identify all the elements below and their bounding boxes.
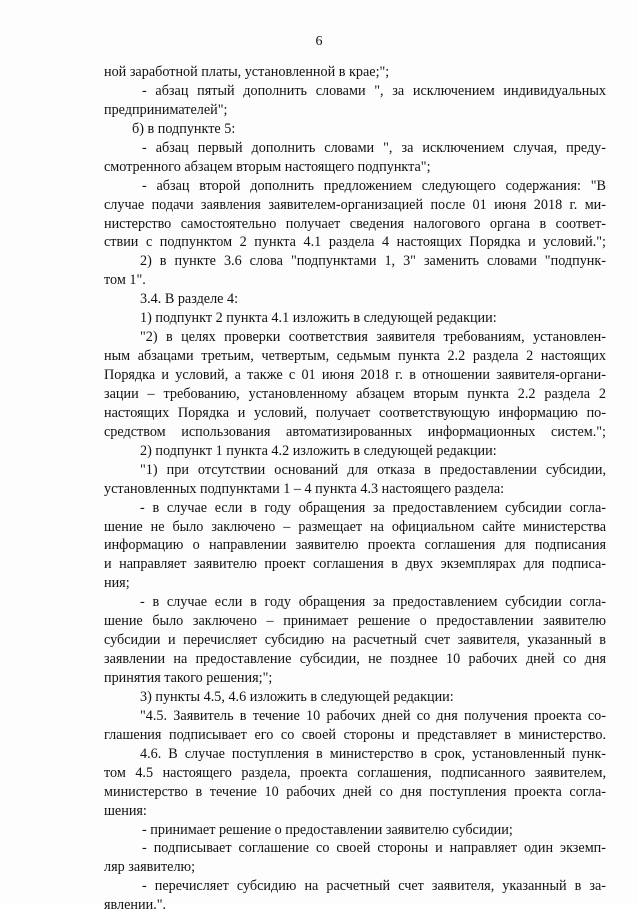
text-line: - абзац первый дополнить словами ", за исключением случая, преду- xyxy=(142,139,606,156)
text-line: - в случае если в году обращения за предоставлением субсидии согла- xyxy=(140,499,606,516)
text-line: ной заработной платы, установленной в крае;"; xyxy=(104,64,390,80)
text-line: 2) подпункт 1 пункта 4.2 изложить в следующей редакции: xyxy=(140,442,497,459)
text-line: зации – требованию, установленному абзацем вторым пункта 2.2 раздела 2 xyxy=(104,385,606,402)
text-line: шения: xyxy=(104,802,147,819)
text-line: информацию о направлении заявителю проекта соглашения для подписания xyxy=(104,537,606,554)
text-line: явлении.". xyxy=(104,897,167,914)
text-line: Порядка и условий, а также с 01 июня 2018 г. в отношении заявителя-органи- xyxy=(104,367,606,383)
text-line: ляр заявителю; xyxy=(104,859,196,876)
text-line: "2) в целях проверки соответствия заявителя требованиям, установлен- xyxy=(140,329,606,346)
text-line: средством использования автоматизированных информационных систем."; xyxy=(104,423,606,440)
text-line: - перечисляет субсидию на расчетный счет заявителя, указанный в за- xyxy=(142,878,606,895)
text-line: предпринимателей"; xyxy=(104,101,228,118)
text-line: смотренного абзацем вторым настоящего подпункта"; xyxy=(104,158,431,175)
text-line: нистерство самостоятельно получает сведения налогового органа в соответ- xyxy=(104,215,606,232)
text-line: министерство в течение 10 рабочих дней со дня поступления проекта согла- xyxy=(104,783,606,800)
text-line: субсидии и перечисляет субсидию на расчетный счет заявителя, указанный в xyxy=(104,632,606,649)
text-line: б) в подпункте 5: xyxy=(132,120,236,137)
text-line: 1) подпункт 2 пункта 4.1 изложить в следующей редакции: xyxy=(140,310,497,327)
text-line: ным абзацами третьим, четвертым, седьмым пункта 2.2 раздела 2 настоящих xyxy=(104,348,606,365)
text-line: принятия такого решения;"; xyxy=(104,670,273,686)
text-line: - в случае если в году обращения за предоставлением субсидии согла- xyxy=(140,594,606,611)
text-line: установленных подпунктами 1 – 4 пункта 4.3 настоящего раздела: xyxy=(104,480,505,497)
text-line: том 4.5 настоящего раздела, проекта соглашения, подписанного заявителем, xyxy=(104,764,606,781)
text-line: и направляет заявителю проект соглашения в двух экземплярах для подписа- xyxy=(104,556,606,573)
text-line: ния; xyxy=(104,575,130,592)
text-line: шение не было заключено – размещает на официальном сайте министерства xyxy=(104,518,606,535)
text-line: глашения подписывает его со своей стороны и представляет в министерство. xyxy=(104,726,606,743)
text-line: 3.4. В разделе 4: xyxy=(140,291,239,308)
text-line: - подписывает соглашение со своей стороны и направляет один экземп- xyxy=(142,840,606,857)
text-line: ствии с подпунктом 2 пункта 4.1 раздела 4 настоящих Порядка и условий."; xyxy=(104,234,606,251)
text-line: случае подачи заявления заявителем-организацией после 01 июня 2018 г. ми- xyxy=(104,196,606,213)
text-line: "1) при отсутствии оснований для отказа в предоставлении субсидии, xyxy=(140,461,606,478)
text-line: настоящих Порядка и условий, получает соответствующую информацию по- xyxy=(104,404,606,421)
text-line: 4.6. В случае поступления в министерство в срок, установленный пунк- xyxy=(140,745,606,762)
text-line: 2) в пункте 3.6 слова "подпунктами 1, 3" заменить словами "подпунк- xyxy=(140,253,606,270)
text-line: шение было заключено – принимает решение о предоставлении заявителю xyxy=(104,613,606,630)
document-body xyxy=(104,63,606,915)
text-line: - принимает решение о предоставлении заявителю субсидии; xyxy=(142,821,513,838)
text-line: - абзац второй дополнить предложением следующего содержания: "В xyxy=(142,177,606,194)
page-number: 6 xyxy=(315,34,323,49)
text-line: том 1". xyxy=(104,272,146,289)
text-line: 3) пункты 4.5, 4.6 изложить в следующей редакции: xyxy=(140,688,454,705)
text-line: - абзац пятый дополнить словами ", за исключением индивидуальных xyxy=(142,82,606,99)
text-line: заявлении на предоставление субсидии, не позднее 10 рабочих дней со дня xyxy=(104,651,606,668)
text-line: "4.5. Заявитель в течение 10 рабочих дней со дня получения проекта со- xyxy=(140,707,606,724)
